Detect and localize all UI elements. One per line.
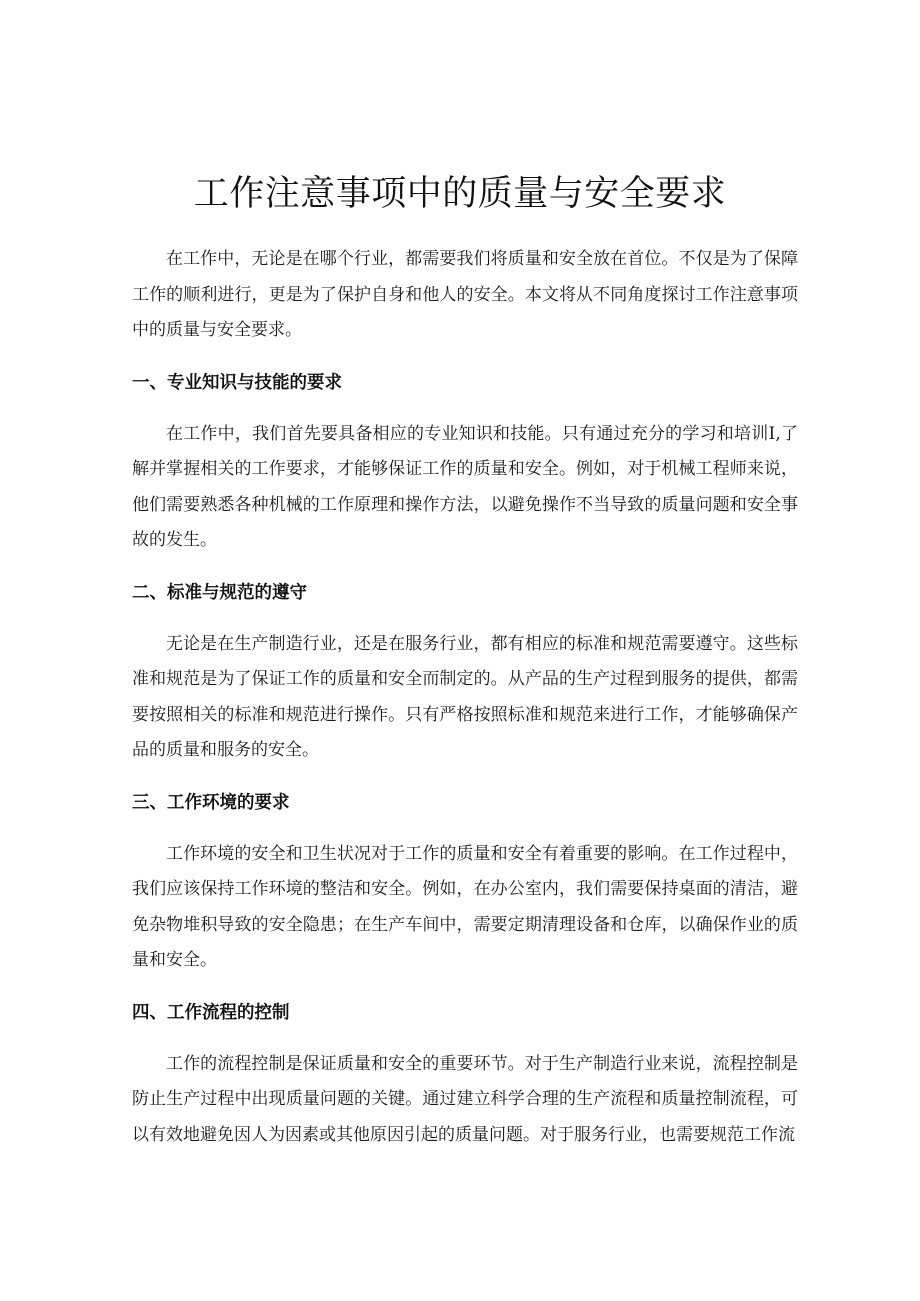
section-heading: 四、工作流程的控制 bbox=[132, 1002, 290, 1023]
document-title: 工作注意事项中的质量与安全要求 bbox=[193, 174, 727, 214]
section-paragraph: 工作的流程控制是保证质量和安全的重要环节。对于生产制造行业来说，流程控制是防止生产过程中出现质量问题的关键。通过建立科学合理的生产流程和质量控制流程，可以有效地避免因人为因素或其他原因引起的质量问题。对于服务行业，也需要规范工作流 bbox=[132, 1053, 798, 1145]
section-paragraph: 在工作中，我们首先要具备相应的专业知识和技能。只有通过充分的学习和培训Ⅰ,了解并掌握相关的工作要求，才能够保证工作的质量和安全。例如，对于机械工程师来说，他们需要熟悉各种机械的工作原理和操作方法，以避免操作不当导致的质量问题和安全事故的发生。 bbox=[132, 423, 798, 550]
section-heading: 二、标准与规范的遵守 bbox=[132, 582, 307, 603]
section-1 bbox=[132, 369, 798, 559]
section-3 bbox=[132, 789, 798, 979]
intro-paragraph: 在工作中，无论是在哪个行业，都需要我们将质量和安全放在首位。不仅是为了保障工作的顺利进行，更是为了保护自身和他人的安全。本文将从不同角度探讨工作注意事项中的质量与安全要求。 bbox=[132, 249, 798, 340]
section-2 bbox=[132, 579, 798, 769]
document-body bbox=[132, 242, 798, 1153]
section-4 bbox=[132, 999, 798, 1154]
section-paragraph: 工作环境的安全和卫生状况对于工作的质量和安全有着重要的影响。在工作过程中，我们应该保持工作环境的整洁和安全。例如，在办公室内，我们需要保持桌面的清洁，避免杂物堆积导致的安全隐患；在生产车间中，需要定期清理设备和仓库，以确保作业的质量和安全。 bbox=[132, 843, 798, 970]
section-heading: 一、专业知识与技能的要求 bbox=[132, 372, 342, 393]
section-heading: 三、工作环境的要求 bbox=[132, 792, 290, 813]
section-paragraph: 无论是在生产制造行业，还是在服务行业，都有相应的标准和规范需要遵守。这些标准和规范是为了保证工作的质量和安全而制定的。从产品的生产过程到服务的提供，都需要按照相关的标准和规范进行操作。只有严格按照标准和规范来进行工作，才能够确保产品的质量和服务的安全。 bbox=[132, 633, 798, 760]
